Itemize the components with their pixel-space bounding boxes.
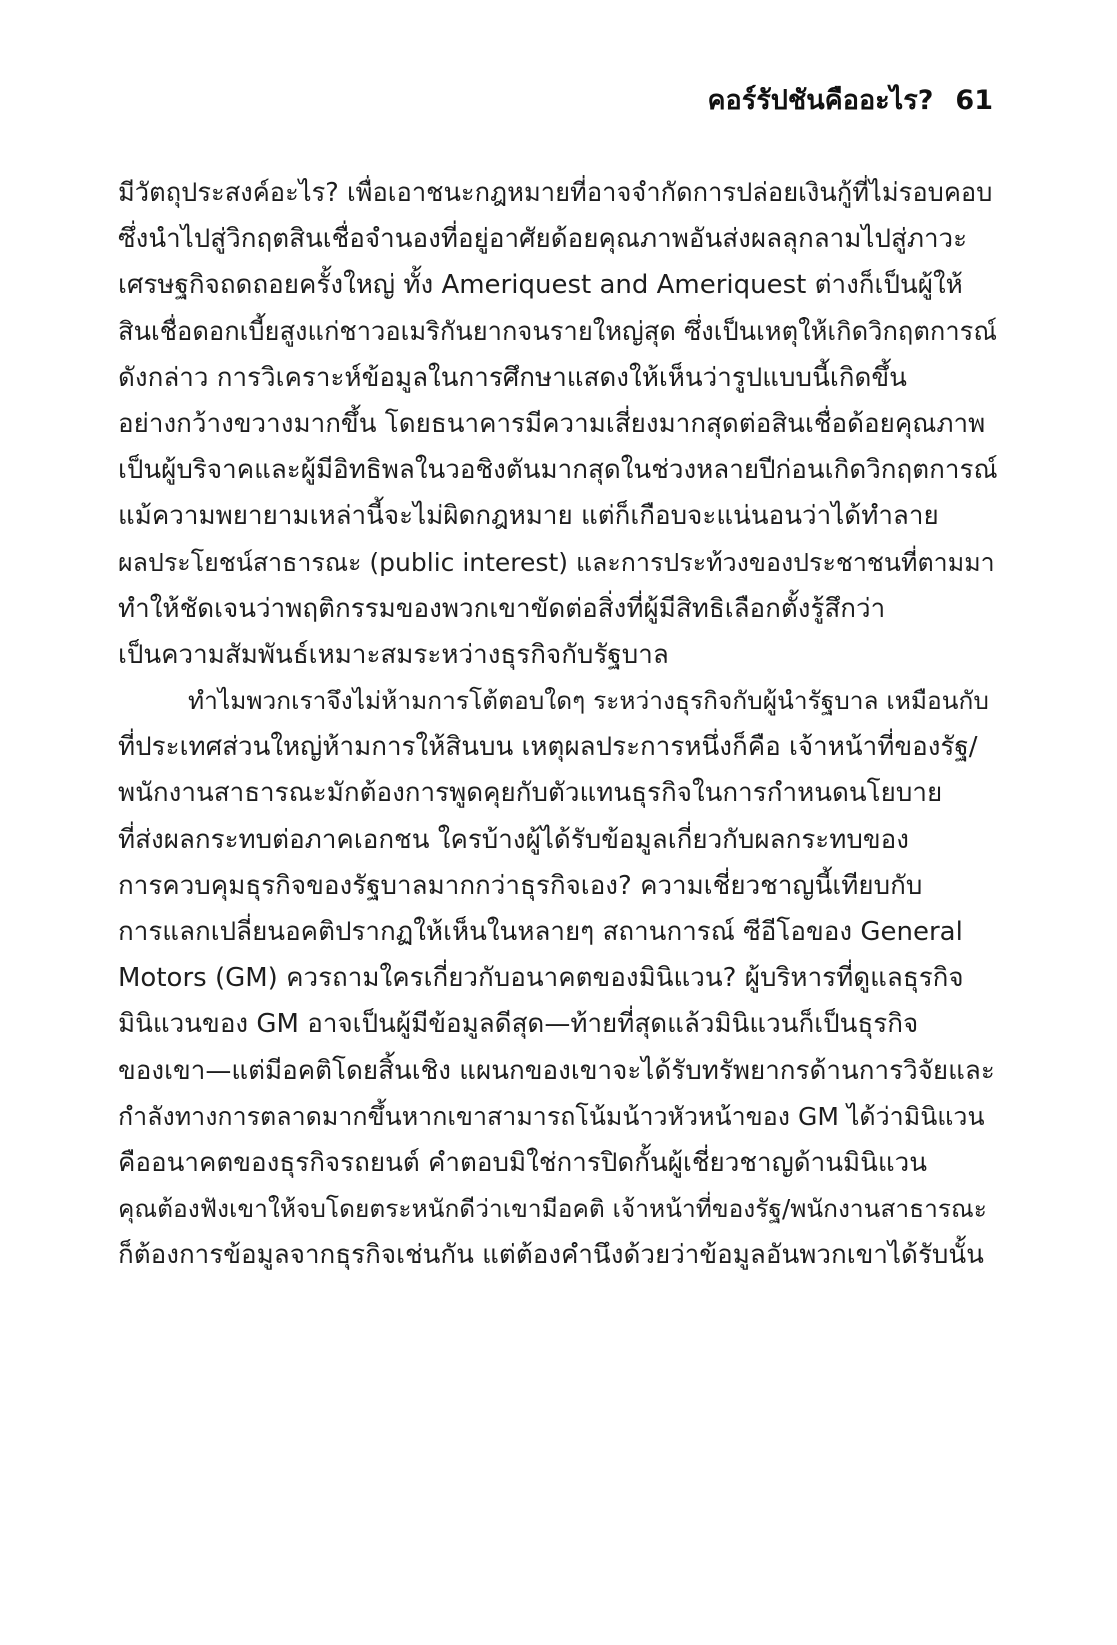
- text-line: เศรษฐกิจถดถอยครั้งใหญ่ ทั้ง Ameriquest and Ameriquest ต่างก็เป็นผู้ให้: [118, 270, 963, 301]
- text-line: ผลประโยชน์สาธารณะ (public interest) และการประท้วงของประชาชนที่ตามมา: [118, 547, 995, 577]
- text-line: มินิแวนของ GM อาจเป็นผู้มีข้อมูลดีสุด—ท้ายที่สุดแล้วมินิแวนก็เป็นธุรกิจ: [118, 1009, 919, 1040]
- text-line: Motors (GM) ควรถามใครเกี่ยวกับอนาคตของมินิแวน? ผู้บริหารที่ดูแลธุรกิจ: [118, 963, 964, 994]
- text-line: การควบคุมธุรกิจของรัฐบาลมากกว่าธุรกิจเอง? ความเชี่ยวชาญนี้เทียบกับ: [118, 870, 923, 901]
- text-line: คืออนาคตของธุรกิจรถยนต์ คำตอบมิใช่การปิดกั้นผู้เชี่ยวชาญด้านมินิแวน: [118, 1147, 928, 1178]
- text-line: การแลกเปลี่ยนอคติปรากฏให้เห็นในหลายๆ สถานการณ์ ซีอีโอของ General: [118, 917, 963, 947]
- text-line: ทำให้ชัดเจนว่าพฤติกรรมของพวกเขาขัดต่อสิ่งที่ผู้มีสิทธิเลือกตั้งรู้สึกว่า: [118, 593, 886, 624]
- text-line: กำลังทางการตลาดมากขึ้นหากเขาสามารถโน้มน้าวหัวหน้าของ GM ได้ว่ามินิแวน: [118, 1101, 985, 1131]
- text-line: พนักงานสาธารณะมักต้องการพูดคุยกับตัวแทนธุรกิจในการกำหนดนโยบาย: [118, 778, 943, 809]
- text-line: ก็ต้องการข้อมูลจากธุรกิจเช่นกัน แต่ต้องคำนึงด้วยว่าข้อมูลอันพวกเขาได้รับนั้น: [118, 1240, 984, 1271]
- text-line: มีวัตถุประสงค์อะไร? เพื่อเอาชนะกฎหมายที่อาจจำกัดการปล่อยเงินกู้ที่ไม่รอบคอบ: [118, 178, 993, 208]
- text-line: ที่ส่งผลกระทบต่อภาคเอกชน ใครบ้างผู้ได้รับข้อมูลเกี่ยวกับผลกระทบของ: [118, 824, 909, 855]
- text-line: แม้ความพยายามเหล่านี้จะไม่ผิดกฎหมาย แต่ก็เกือบจะแน่นอนว่าได้ทำลาย: [118, 501, 939, 532]
- running-header: [707, 78, 993, 121]
- text-line: เป็นผู้บริจาคและผู้มีอิทธิพลในวอชิงตันมากสุดในช่วงหลายปีก่อนเกิดวิกฤตการณ์: [118, 455, 998, 486]
- paragraph-1: [118, 170, 998, 678]
- text-line-indented: ทำไมพวกเราจึงไม่ห้ามการโต้ตอบใดๆ ระหว่างธุรกิจกับผู้นำรัฐบาล เหมือนกับ: [188, 686, 989, 716]
- page-number: 61: [955, 85, 993, 116]
- text-line: ของเขา—แต่มีอคติโดยสิ้นเชิง แผนกของเขาจะได้รับทรัพยากรด้านการวิจัยและ: [118, 1055, 995, 1086]
- text-line: คุณต้องฟังเขาให้จบโดยตระหนักดีว่าเขามีอคติ เจ้าหน้าที่ของรัฐ/พนักงานสาธารณะ: [118, 1194, 987, 1224]
- paragraph-2: [118, 678, 998, 1278]
- chapter-title: คอร์รัปชันคืออะไร?: [707, 85, 934, 116]
- text-line: เป็นความสัมพันธ์เหมาะสมระหว่างธุรกิจกับรัฐบาล: [118, 639, 669, 670]
- text-line: อย่างกว้างขวางมากขึ้น โดยธนาคารมีความเสี่ยงมากสุดต่อสินเชื่อด้อยคุณภาพ: [118, 408, 986, 439]
- text-line: สินเชื่อดอกเบี้ยสูงแก่ชาวอเมริกันยากจนรายใหญ่สุด ซึ่งเป็นเหตุให้เกิดวิกฤตการณ์: [118, 316, 998, 347]
- body-text: [118, 170, 998, 1279]
- text-line: ซึ่งนำไปสู่วิกฤตสินเชื่อจำนองที่อยู่อาศัยด้อยคุณภาพอันส่งผลลุกลามไปสู่ภาวะ: [118, 224, 968, 255]
- text-line: ที่ประเทศส่วนใหญ่ห้ามการให้สินบน เหตุผลประการหนึ่งก็คือ เจ้าหน้าที่ของรัฐ/: [118, 732, 978, 763]
- text-line: ดังกล่าว การวิเคราะห์ข้อมูลในการศึกษาแสดงให้เห็นว่ารูปแบบนี้เกิดขึ้น: [118, 362, 907, 393]
